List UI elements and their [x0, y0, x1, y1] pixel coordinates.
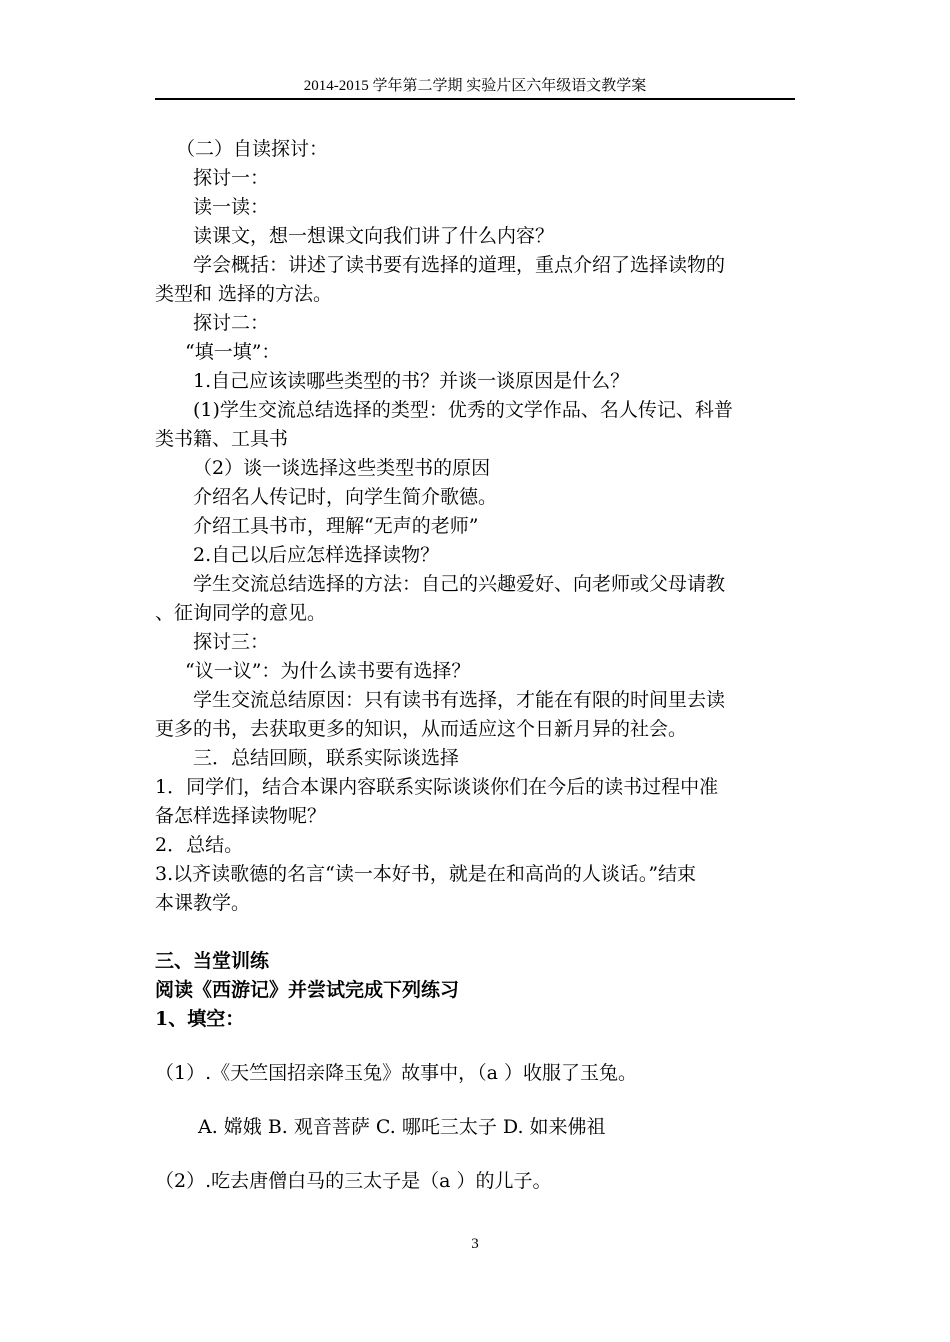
body-line: （2）谈一谈选择这些类型书的原因 [193, 457, 491, 479]
page-number: 3 [471, 1236, 479, 1252]
question-1-options: A. 嫦娥 B. 观音菩萨 C. 哪吒三太子 D. 如来佛祖 [198, 1116, 606, 1138]
question-2: （2）.吃去唐僧白马的三太子是（a ）的儿子。 [155, 1170, 552, 1192]
body-line: 介绍名人传记时，向学生简介歌德。 [193, 486, 498, 508]
body-line: 探讨三： [193, 631, 270, 653]
body-line: 本课教学。 [155, 892, 251, 914]
body-line: 学会概括：讲述了读书要有选择的道理，重点介绍了选择读物的 [193, 254, 726, 276]
body-line: 类型和 选择的方法。 [155, 283, 333, 305]
body-line: 3.以齐读歌德的名言“读一本好书，就是在和高尚的人谈话。”结束 [155, 863, 697, 885]
body-line: 三．总结回顾，联系实际谈选择 [193, 747, 460, 769]
body-line: 1．同学们，结合本课内容联系实际谈谈你们在今后的读书过程中准 [155, 776, 719, 798]
body-line: “填一填”： [185, 341, 281, 363]
body-line: 探讨一： [193, 167, 270, 189]
body-line: （二）自读探讨： [176, 138, 329, 160]
body-line: 学生交流总结原因：只有读书有选择，才能在有限的时间里去读 [193, 689, 726, 711]
body-line: 读一读： [193, 196, 270, 218]
section-heading: 三、当堂训练 [155, 950, 270, 972]
body-line: (1)学生交流总结选择的类型：优秀的文学作品、名人传记、科普 [193, 399, 733, 421]
body-line: 探讨二： [193, 312, 270, 334]
header-rule [155, 98, 795, 100]
question-1: （1）.《天竺国招亲降玉兔》故事中，（a ）收服了玉兔。 [155, 1062, 637, 1084]
fill-title: 1、填空： [155, 1008, 245, 1030]
page-header: 2014-2015 学年第二学期 实验片区六年级语文教学案 [303, 78, 647, 94]
body-line: 、征询同学的意见。 [155, 602, 327, 624]
section-subheading: 阅读《西游记》并尝试完成下列练习 [155, 979, 460, 1001]
body-line: 读课文，想一想课文向我们讲了什么内容？ [193, 225, 555, 247]
body-line: 更多的书，去获取更多的知识，从而适应这个日新月异的社会。 [155, 718, 688, 740]
body-line: 2.自己以后应怎样选择读物？ [193, 544, 440, 566]
body-line: 学生交流总结选择的方法：自己的兴趣爱好、向老师或父母请教 [193, 573, 726, 595]
body-line: 备怎样选择读物呢？ [155, 805, 327, 827]
body-line: 类书籍、工具书 [155, 428, 289, 450]
body-line: 介绍工具书市，理解“无声的老师” [193, 515, 479, 537]
body-line: 2．总结。 [155, 834, 244, 856]
body-line: “议一议”：为什么读书要有选择？ [185, 660, 471, 682]
body-line: 1.自己应该读哪些类型的书？并谈一谈原因是什么？ [193, 370, 630, 392]
